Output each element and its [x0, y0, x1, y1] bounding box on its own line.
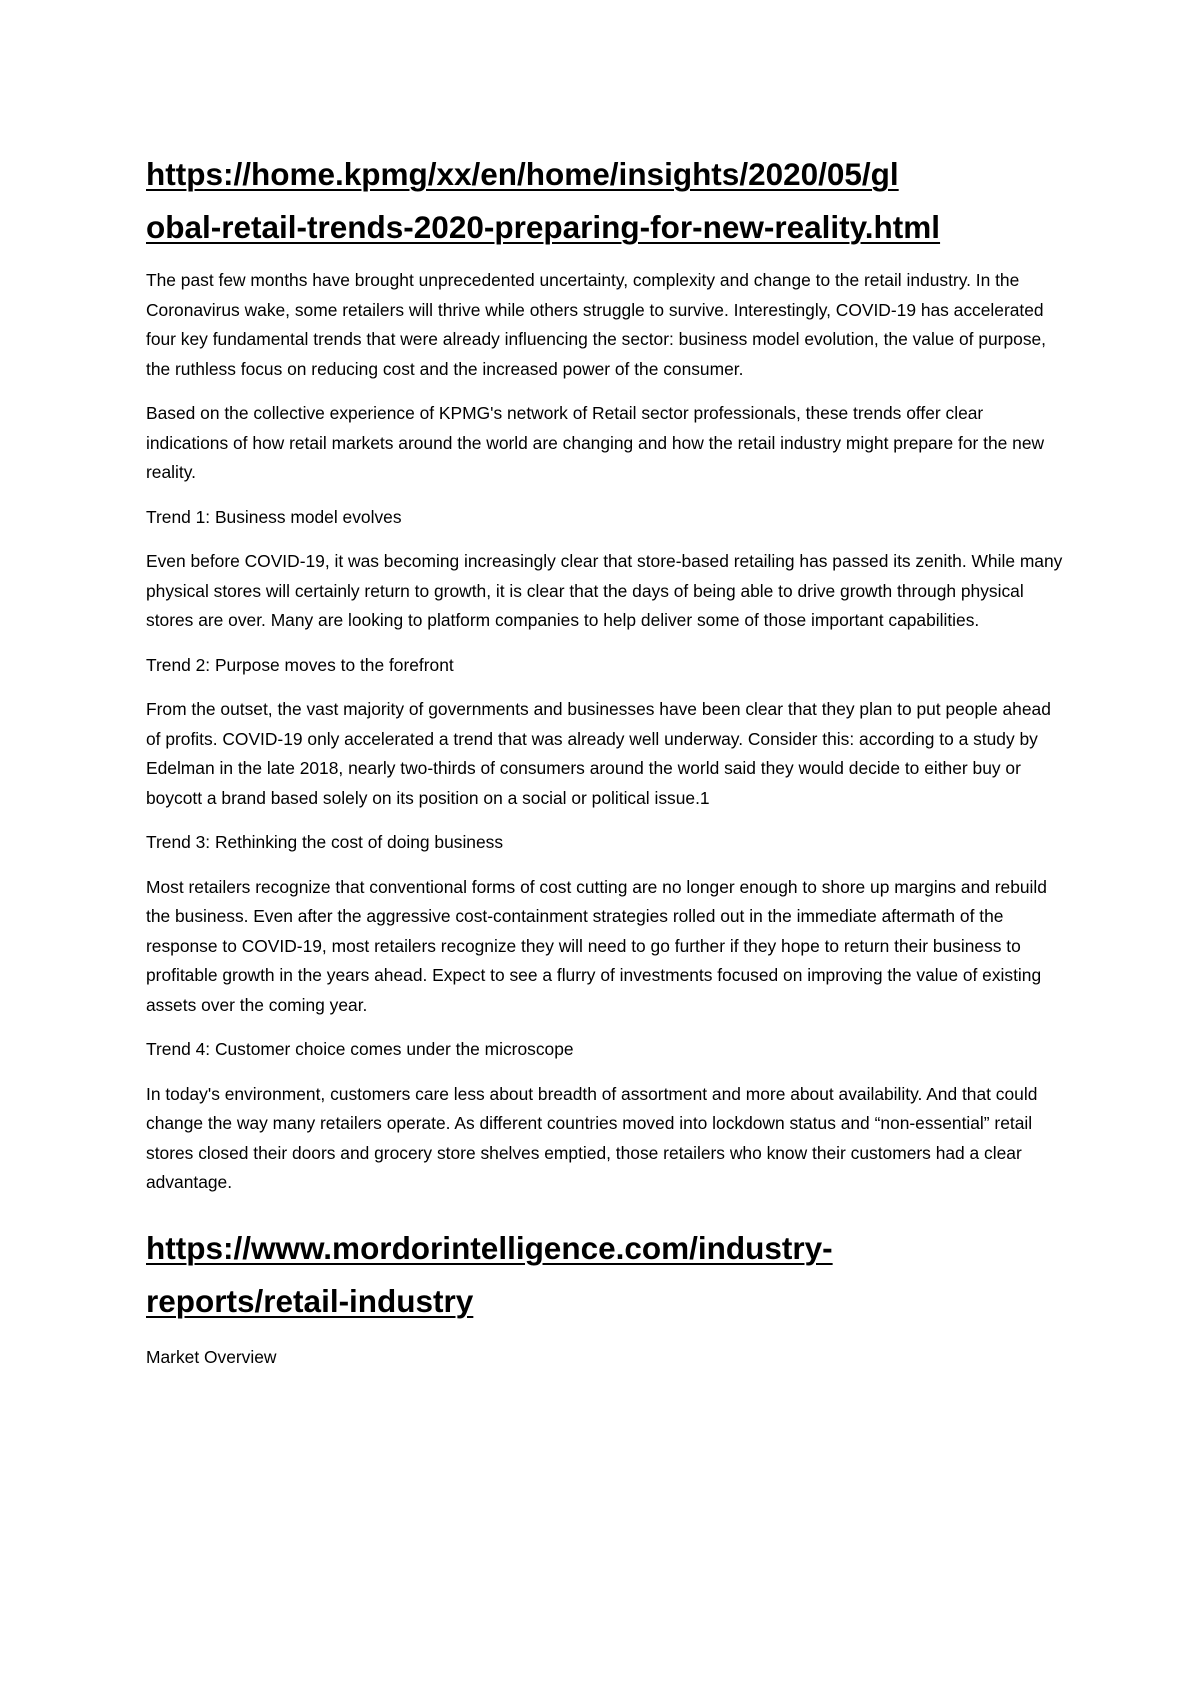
mordor-link-line1: https://www.mordorintelligence.com/industry- [146, 1229, 833, 1266]
mordor-link-line2: reports/retail-industry [146, 1282, 474, 1319]
trend-3-body: Most retailers recognize that conventional forms of cost cutting are no longer enough to shore up margins and rebuild the business. Even after the aggressive cost-containment strategies rolled out in the immediate aftermath of the response to COVID-19, most retailers recognize they will need to go further if they hope to return their business to profitable growth in the years ahead. Expect to see a flurry of investments focused on improving the value of existing assets over the coming year. [146, 876, 1047, 1015]
trend-1-title: Trend 1: Business model evolves [146, 506, 402, 527]
document-body [146, 148, 1066, 1372]
trend-2-body: From the outset, the vast majority of governments and businesses have been clear that they plan to put people ahead of profits. COVID-19 only accelerated a trend that was already well underway. Consider this: according to a study by Edelman in the late 2018, nearly two-thirds of consumers around the world said they would decide to either buy or boycott a brand based solely on its position on a social or political issue.1 [146, 699, 1051, 808]
based-paragraph: Based on the collective experience of KPMG's network of Retail sector professionals, these trends offer clear indications of how retail markets around the world are changing and how the retail industry might prepare for the new reality. [146, 403, 1045, 482]
trend-4-title: Trend 4: Customer choice comes under the microscope [146, 1039, 574, 1059]
mordor-link-heading[interactable] [146, 1222, 1066, 1328]
trend-4-body: In today's environment, customers care less about breadth of assortment and more about availability. And that could change the way many retailers operate. As different countries moved into lockdown status and “non-essential” retail stores closed their doors and grocery store shelves emptied, those retailers who know their customers had a clear advantage. [146, 1083, 1038, 1192]
kpmg-link-heading[interactable] [146, 148, 1066, 254]
kpmg-link-line1: https://home.kpmg/xx/en/home/insights/2020/05/gl [146, 156, 899, 192]
market-overview-label: Market Overview [146, 1346, 277, 1367]
trend-3-title: Trend 3: Rethinking the cost of doing business [146, 832, 504, 852]
trend-2-title: Trend 2: Purpose moves to the forefront [146, 654, 454, 675]
kpmg-link-line2: obal-retail-trends-2020-preparing-for-new-reality.html [146, 209, 941, 245]
intro-paragraph: The past few months have brought unprecedented uncertainty, complexity and change to the retail industry. In the Coronavirus wake, some retailers will thrive while others struggle to survive. Interestingly, COVID-19 has accelerated four key fundamental trends that were already influencing the sector: business model evolution, the value of purpose, the ruthless focus on reducing cost and the increased power of the consumer. [146, 270, 1047, 379]
trend-1-body: Even before COVID-19, it was becoming increasingly clear that store-based retailing has passed its zenith. While many physical stores will certainly return to growth, it is clear that the days of being able to drive growth through physical stores are over. Many are looking to platform companies to help deliver some of those important capabilities. [146, 551, 1063, 630]
